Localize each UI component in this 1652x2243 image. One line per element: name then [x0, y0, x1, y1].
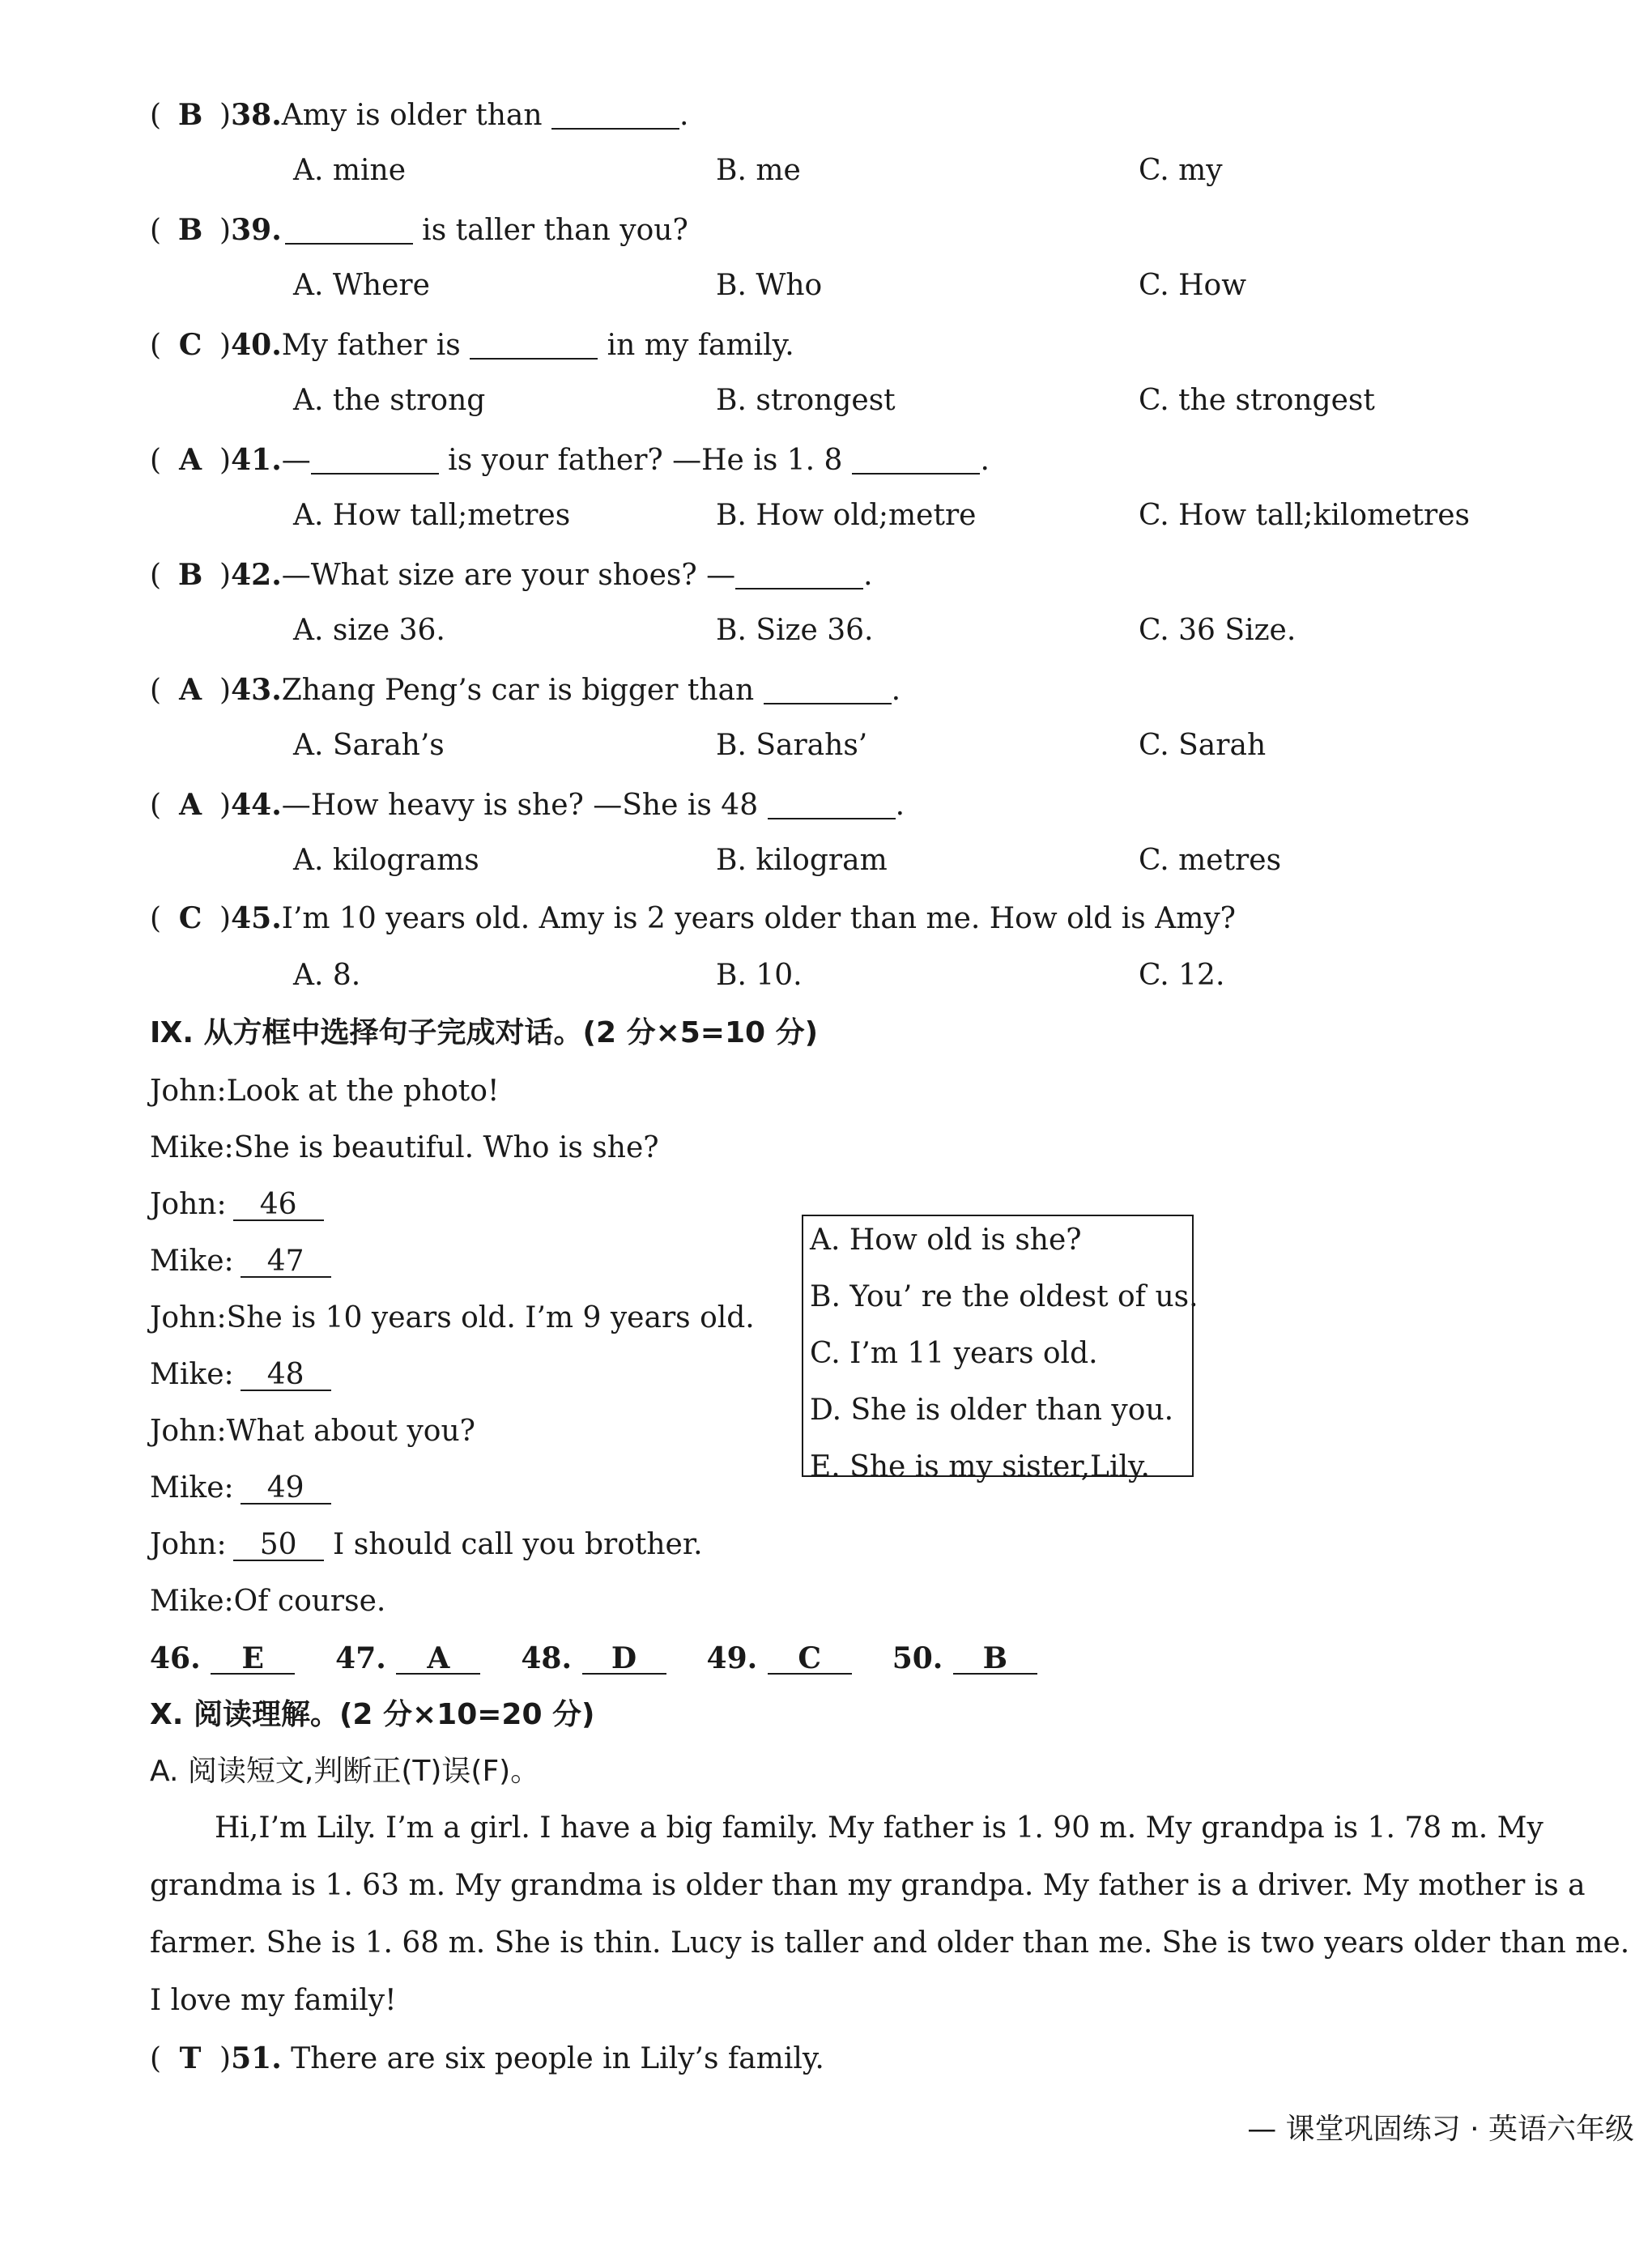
section-x-title: Ⅹ. 阅读理解。(2 分×10=20 分): [150, 1698, 595, 1731]
dialog-line: [150, 1131, 659, 1164]
dialog-line: [150, 1471, 331, 1505]
dialog-text: I should call you brother.: [323, 1528, 703, 1561]
option-b: B. strongest: [716, 384, 896, 417]
dialog-blank: 47: [241, 1247, 331, 1278]
question-51: [150, 2041, 824, 2075]
paren-close: ): [219, 902, 232, 935]
dialog-line: [150, 1417, 475, 1446]
passage-line: Hi,I’m Lily. I’m a girl. I have a big family. My father is 1. 90 m. My grandpa is 1. 78 m. My: [215, 1811, 1543, 1845]
box-option: D. She is older than you.: [810, 1394, 1174, 1427]
answer-blank: [311, 444, 439, 475]
question-45: [150, 901, 1236, 935]
box-option: A. How old is she?: [810, 1224, 1082, 1257]
answer-key-value: A: [396, 1644, 480, 1675]
answer-mark: A: [179, 788, 202, 822]
question-text: —What size are your shoes? —: [281, 559, 736, 592]
answer-key-number: 47.: [335, 1641, 397, 1675]
answer-key-number: 50.: [892, 1641, 953, 1675]
question-44: [150, 789, 905, 820]
dialog-line: [150, 1301, 755, 1334]
question-text-after: in my family.: [598, 329, 794, 362]
question-number: 43.: [231, 673, 282, 707]
answer-mark: B: [177, 213, 203, 247]
option-a: A. 8.: [293, 959, 361, 992]
question-text: My father is: [281, 329, 470, 362]
speaker: John:: [150, 1301, 227, 1334]
answer-blank: [285, 214, 413, 245]
question-number: 41.: [231, 443, 282, 477]
speaker: Mike:: [150, 1471, 234, 1505]
passage-line: grandma is 1. 63 m. My grandma is older than my grandpa. My father is a driver. My mother is a: [150, 1869, 1586, 1902]
question-text: Amy is older than: [281, 99, 552, 132]
dialog-blank: 48: [241, 1360, 331, 1391]
option-a: A. kilograms: [293, 844, 479, 877]
option-a: A. size 36.: [293, 614, 445, 647]
answer-key-number: 46.: [150, 1641, 211, 1675]
question-number: 39.: [231, 213, 282, 247]
passage-line: I love my family!: [150, 1984, 397, 2017]
dialog-line: [150, 1530, 703, 1561]
dialog-blank: 49: [241, 1474, 331, 1505]
paren-close: ): [219, 559, 232, 592]
option-c: C. How tall;kilometres: [1139, 499, 1470, 532]
question-number: 40.: [231, 328, 282, 362]
option-a: A. Where: [293, 269, 430, 302]
answer-blank: [852, 444, 980, 475]
option-b: B. Sarahs’: [716, 729, 868, 762]
speaker: John:: [150, 1188, 227, 1221]
paren-open: (: [150, 329, 162, 362]
option-a: A. mine: [293, 154, 407, 187]
paren-close: ): [219, 674, 232, 707]
question-number: 45.: [231, 901, 282, 935]
box-option: C. I’m 11 years old.: [810, 1337, 1098, 1370]
answer-mark: T: [179, 2041, 202, 2075]
box-option: E. She is my sister,Lily.: [810, 1450, 1150, 1483]
answer-key-value: D: [582, 1644, 666, 1675]
speaker: Mike:: [150, 1358, 234, 1391]
section-ix-title: Ⅸ. 从方框中选择句子完成对话。(2 分×5=10 分): [150, 1016, 819, 1049]
question-text: I’m 10 years old. Amy is 2 years older than me. How old is Amy?: [281, 902, 1236, 935]
dialog-text: Of course.: [233, 1585, 386, 1618]
dialog-text: Look at the photo!: [226, 1075, 500, 1108]
answer-mark: A: [179, 443, 202, 477]
question-number: 44.: [231, 788, 282, 822]
question-42: [150, 559, 873, 590]
option-c: C. my: [1139, 154, 1223, 187]
paren-open: (: [150, 559, 162, 592]
answer-key-number: 48.: [521, 1641, 582, 1675]
question-39: [150, 214, 688, 245]
dialog-text: She is beautiful. Who is she?: [233, 1131, 659, 1164]
question-38: [150, 99, 688, 130]
option-c: C. Sarah: [1139, 729, 1267, 762]
speaker: Mike:: [150, 1585, 234, 1618]
option-b: B. 10.: [716, 959, 803, 992]
dialog-line: [150, 1077, 499, 1106]
question-text: —: [281, 444, 311, 477]
answer-blank: [764, 674, 892, 704]
option-c: C. 12.: [1139, 959, 1225, 992]
option-a: A. Sarah’s: [293, 729, 445, 762]
paren-open: (: [150, 789, 162, 822]
question-number: 38.: [231, 98, 282, 132]
answer-key-row: [150, 1641, 1037, 1675]
section-x-instruction: A. 阅读短文,判断正(T)误(F)。: [150, 1755, 540, 1788]
question-text: Zhang Peng’s car is bigger than: [281, 674, 764, 707]
speaker: John:: [150, 1415, 227, 1448]
option-b: B. Who: [716, 269, 823, 302]
paren-open: (: [150, 99, 162, 132]
paren-open: (: [150, 444, 162, 477]
dialog-line: [150, 1587, 385, 1616]
dialog-text: What about you?: [226, 1415, 475, 1448]
options-box: [802, 1215, 1199, 1483]
dialog-line: [150, 1190, 324, 1221]
answer-blank: [768, 789, 896, 819]
answer-key-number: 49.: [706, 1641, 768, 1675]
question-text-after: is your father? —He is 1. 8: [438, 444, 843, 477]
answer-key-value: C: [768, 1644, 852, 1675]
answer-mark: B: [177, 558, 203, 592]
answer-mark: A: [179, 673, 202, 707]
question-text-after: .: [863, 559, 873, 592]
option-c: C. 36 Size.: [1139, 614, 1296, 647]
option-c: C. the strongest: [1139, 384, 1375, 417]
paren-open: (: [150, 2042, 162, 2075]
paren-close: ): [219, 99, 232, 132]
passage-line: farmer. She is 1. 68 m. She is thin. Lucy is taller and older than me. She is two years older than me.: [150, 1926, 1630, 1960]
option-b: B. kilogram: [716, 844, 888, 877]
answer-blank: [470, 329, 598, 360]
paren-close: ): [219, 329, 232, 362]
question-text: There are six people in Lily’s family.: [281, 2042, 824, 2075]
paren-close: ): [219, 214, 232, 247]
question-text: —How heavy is she? —She is 48: [281, 789, 768, 822]
dialog-text: She is 10 years old. I’m 9 years old.: [226, 1301, 755, 1334]
question-number: 42.: [231, 558, 282, 592]
option-a: A. the strong: [293, 384, 486, 417]
answer-mark: B: [177, 98, 203, 132]
speaker: Mike:: [150, 1245, 234, 1278]
speaker: Mike:: [150, 1131, 234, 1164]
answer-mark: C: [178, 901, 202, 935]
dialog-blank: 50: [233, 1530, 324, 1561]
paren-close: ): [219, 2042, 232, 2075]
option-c: C. How: [1139, 269, 1247, 302]
question-text-after: .: [891, 674, 901, 707]
dialog-blank: 46: [233, 1190, 324, 1221]
question-40: [150, 329, 794, 360]
answer-key-value: B: [953, 1644, 1037, 1675]
dialog-line: [150, 1360, 331, 1391]
question-text-after: .: [895, 789, 905, 822]
question-text: is taller than you?: [412, 214, 688, 247]
paren-open: (: [150, 674, 162, 707]
speaker: John:: [150, 1528, 227, 1561]
question-number: 51.: [231, 2041, 282, 2075]
option-b: B. Size 36.: [716, 614, 874, 647]
question-text-after: .: [679, 99, 689, 132]
option-a: A. How tall;metres: [293, 499, 571, 532]
dialog-line: [150, 1247, 331, 1278]
answer-key-value: E: [211, 1644, 295, 1675]
box-option: B. You’ re the oldest of us.: [810, 1280, 1199, 1313]
speaker: John:: [150, 1075, 227, 1108]
answer-blank: [735, 559, 863, 589]
paren-close: ): [219, 444, 232, 477]
paren-close: ): [219, 789, 232, 822]
option-b: B. me: [716, 154, 801, 187]
paren-open: (: [150, 214, 162, 247]
answer-blank: [551, 99, 679, 130]
answer-mark: C: [178, 328, 202, 362]
page-footer: — 课堂巩固练习 · 英语六年级: [1247, 2113, 1634, 2146]
question-43: [150, 674, 901, 705]
option-c: C. metres: [1139, 844, 1282, 877]
option-b: B. How old;metre: [716, 499, 977, 532]
paren-open: (: [150, 902, 162, 935]
question-41: [150, 444, 990, 475]
question-text-end: .: [980, 444, 990, 477]
